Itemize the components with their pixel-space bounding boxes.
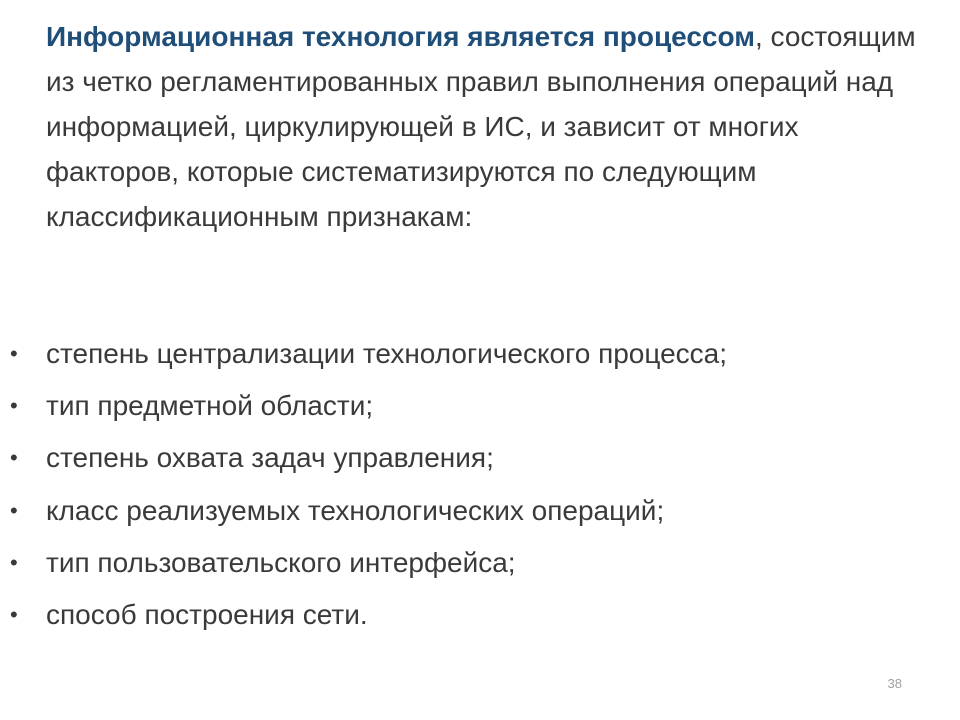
intro-text: , состоящим из четко регламентированных правил выполнения операций над информацией, циркулирующей в ИС, и зависит от многих факторов, которые систематизируются по следующим классификационным признакам: — [46, 21, 916, 232]
bullet-icon: • — [10, 341, 18, 366]
intro-lead-phrase: Информационная технология является процессом — [46, 21, 755, 52]
bullet-icon: • — [10, 445, 18, 471]
list-item — [0, 328, 920, 380]
list-item-text: тип пользовательского интерфейса; — [46, 546, 516, 578]
list-item — [0, 537, 920, 589]
list-item-text: способ построения сети. — [46, 598, 368, 630]
list-item — [0, 380, 920, 432]
list-item — [0, 589, 920, 641]
bullet-icon: • — [10, 601, 18, 627]
list-item-text: тип предметной области; — [46, 390, 374, 422]
bullet-icon: • — [10, 497, 18, 523]
page-number: 38 — [887, 676, 902, 691]
classification-list — [0, 328, 920, 641]
intro-paragraph — [46, 14, 926, 239]
bullet-icon: • — [10, 393, 18, 419]
list-item — [0, 432, 920, 484]
list-item — [0, 485, 920, 537]
bullet-icon: • — [10, 549, 18, 575]
list-item-text: степень централизации технологического процесса; — [46, 338, 728, 369]
list-item-text: класс реализуемых технологических операций; — [46, 494, 665, 526]
list-item-text: степень охвата задач управления; — [46, 442, 494, 474]
